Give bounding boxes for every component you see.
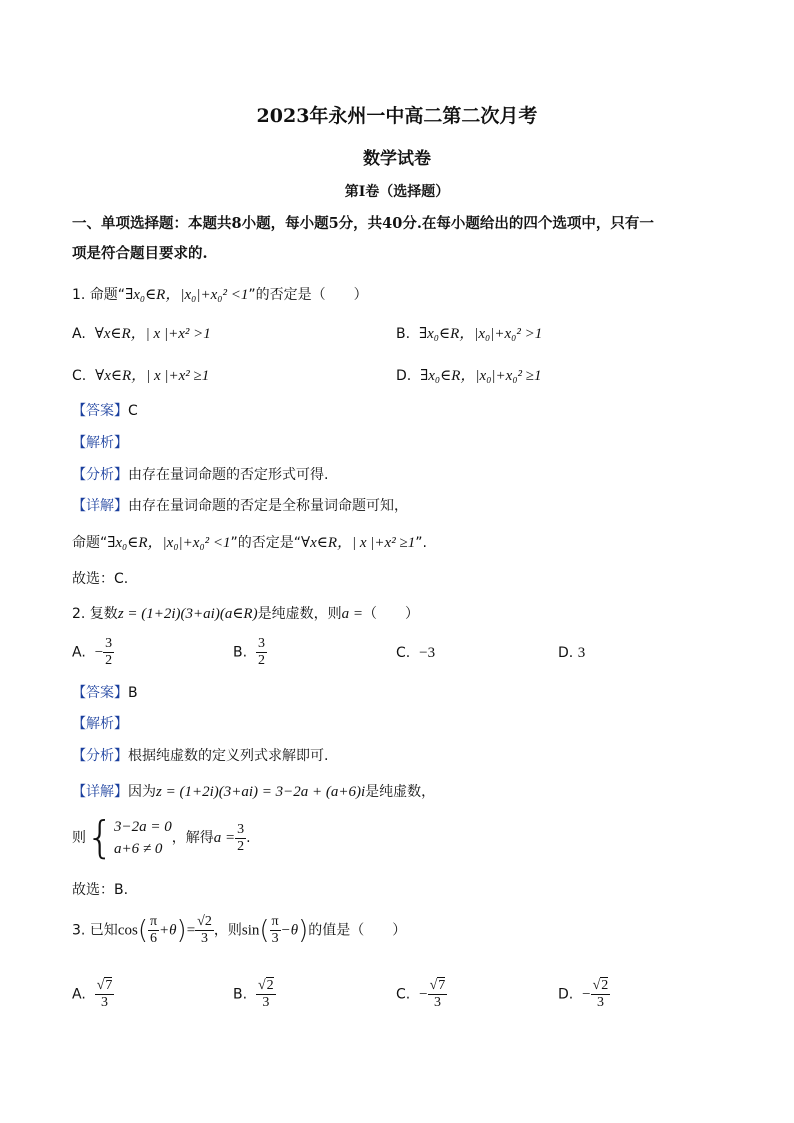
q1-stem-math: ∃x₀∈R，|x₀|+x₀² <1 — [125, 287, 249, 303]
fraction-denominator: 2 — [257, 653, 265, 668]
q1-fenxi — [72, 464, 328, 484]
answer-tag: 【答案】 — [72, 403, 128, 419]
option-fraction: $\frac{√2}{3}$ — [257, 978, 274, 1010]
q1-analysis-tag: 【解析】 — [72, 435, 128, 451]
q3-option-a — [72, 978, 114, 1011]
fenxi-text: 根据纯虚数的定义列式求解即可. — [128, 748, 329, 764]
answer-value: C — [128, 403, 138, 419]
fraction-denominator: 2 — [105, 653, 113, 668]
q2-stem-suffix: 是纯虚数，则 — [257, 606, 342, 622]
theta-plus: +θ — [159, 922, 177, 939]
q2-analysis-tag: 【解析】 — [72, 716, 128, 732]
fraction-denominator: 3 — [596, 995, 604, 1010]
q2-stem-var: a = — [341, 606, 363, 622]
then-text: ，则 — [213, 922, 242, 939]
theta-minus: −θ — [280, 922, 299, 939]
q3-stem-prefix: 3. 已知 — [72, 922, 118, 939]
detail2-math-b: ∀x∈R，| x |+x² ≥1 — [301, 535, 416, 551]
q1-stem — [72, 283, 368, 304]
fraction-numerator: √2 — [197, 914, 212, 929]
q1-choose: 故选：C. — [72, 571, 129, 587]
option-label: D. — [396, 368, 412, 384]
solve-var: a = — [213, 830, 236, 846]
q2-choose: 故选：B. — [72, 882, 129, 898]
solve-text: ，解得 — [171, 830, 214, 846]
option-label: C. — [72, 368, 87, 384]
fraction-denominator: 2 — [237, 838, 245, 854]
fraction-numerator: 3 — [237, 821, 245, 837]
option-sign: − — [582, 986, 591, 1003]
option-math: ∀x∈R，| x |+x² ≥1 — [95, 368, 210, 384]
section-heading-line1: 一、单项选择题：本题共8小题，每小题5分，共40分.在每小题给出的四个选项中，只有一 — [72, 215, 654, 232]
left-paren: ( — [137, 915, 148, 946]
detail2-mid: ”的否定是“ — [230, 535, 302, 551]
q2-option-a — [72, 636, 114, 669]
solve-end: . — [246, 830, 251, 846]
option-math: ∃x₀∈R，|x₀|+x₀² ≥1 — [420, 368, 542, 384]
pi-over-three — [270, 914, 281, 947]
option-sign: − — [94, 644, 104, 661]
fraction-denominator: 6 — [150, 931, 157, 946]
q2-stem-end: （ ） — [362, 606, 419, 622]
part-heading: 第I卷（选择题） — [344, 184, 450, 200]
right-paren: ) — [176, 915, 187, 946]
q1-answer — [72, 400, 138, 420]
fraction-denominator: 3 — [433, 995, 441, 1010]
q1-detail-line2 — [72, 531, 427, 552]
detail-tag: 【详解】 — [72, 498, 128, 514]
option-label: B. — [396, 326, 411, 342]
option-fraction — [103, 636, 114, 669]
q1-option-a — [72, 322, 211, 343]
q2-fenxi — [72, 745, 328, 765]
option-value: 3 — [577, 645, 586, 661]
right-paren: ) — [298, 915, 309, 946]
pi-over-six — [148, 914, 159, 947]
fraction-denominator: 3 — [201, 931, 209, 946]
sin-func: sin — [241, 922, 260, 939]
exam-title: 2023年永州一中高二第二次月考 — [256, 105, 538, 127]
section-heading-line2: 项是符合题目要求的. — [72, 245, 208, 262]
fraction-numerator: 7 — [105, 978, 113, 993]
q3-stem — [72, 914, 406, 947]
option-label: B. — [233, 644, 248, 661]
q3-option-c — [396, 978, 447, 1011]
option-label: D. — [558, 645, 574, 661]
equation-system — [114, 816, 172, 860]
q1-stem-suffix: ”的否定是（ ） — [248, 287, 368, 303]
option-label: A. — [72, 986, 86, 1003]
fraction-denominator: 3 — [101, 995, 109, 1010]
option-label: C. — [396, 986, 411, 1003]
option-label: A. — [72, 326, 86, 342]
fenxi-tag: 【分析】 — [72, 748, 128, 764]
left-brace: { — [86, 812, 114, 863]
fraction-denominator: 3 — [262, 995, 270, 1010]
option-fraction — [256, 636, 267, 669]
detail2-prefix: 命题“ — [72, 535, 108, 551]
equals: = — [186, 922, 196, 939]
fraction-numerator: 3 — [105, 636, 113, 651]
option-label: A. — [72, 644, 86, 661]
equation-1: 3−2a = 0 — [114, 819, 172, 835]
q1-stem-prefix: 1. 命题“ — [72, 287, 126, 303]
detail-math: z = (1+2i)(3+ai) = 3−2a + (a+6)i — [156, 784, 366, 800]
q3-stem-suffix: 的值是（ ） — [308, 922, 407, 939]
equation-2: a+6 ≠ 0 — [114, 841, 163, 857]
q2-system — [72, 812, 251, 863]
then-text: 则 — [72, 830, 86, 846]
option-label: D. — [558, 986, 574, 1003]
option-fraction: $\frac{√7}{3}$ — [429, 978, 446, 1010]
exam-subtitle: 数学试卷 — [363, 149, 431, 169]
cos-func: cos — [117, 922, 138, 939]
q2-detail — [72, 781, 435, 801]
q2-stem — [72, 603, 419, 623]
fraction-numerator: 3 — [257, 636, 265, 651]
detail2-math-a: ∃x₀∈R，|x₀|+x₀² <1 — [107, 535, 231, 551]
fraction-numerator: π — [271, 914, 279, 929]
detail-tag: 【详解】 — [72, 784, 128, 800]
option-label: C. — [396, 645, 411, 661]
option-sign: − — [419, 986, 428, 1003]
fraction-numerator: 2 — [266, 978, 274, 993]
detail-prefix: 因为 — [128, 784, 156, 800]
detail-suffix: 是纯虚数， — [365, 784, 436, 800]
q1-option-d — [396, 364, 542, 385]
fraction-numerator: π — [149, 914, 158, 929]
fenxi-tag: 【分析】 — [72, 467, 128, 483]
answer-value: B — [128, 685, 138, 701]
option-label: B. — [233, 986, 248, 1003]
rhs-fraction — [195, 914, 214, 947]
option-value: −3 — [419, 645, 436, 661]
q3-option-b — [233, 978, 276, 1011]
detail-text: 由存在量词命题的否定是全称量词命题可知， — [128, 498, 408, 514]
q2-stem-math: z = (1+2i)(3+ai)(a∈R) — [117, 606, 258, 622]
option-math: ∃x₀∈R，|x₀|+x₀² >1 — [418, 326, 543, 342]
solve-fraction — [235, 822, 246, 855]
option-math: ∀x∈R，| x |+x² >1 — [94, 326, 211, 342]
fraction-numerator: 7 — [438, 978, 446, 993]
q1-detail — [72, 495, 408, 515]
q2-answer — [72, 682, 138, 702]
detail2-suffix: ”. — [415, 535, 427, 551]
q2-option-b — [233, 636, 267, 669]
fraction-denominator: 3 — [271, 931, 279, 946]
option-fraction: $\frac{√7}{3}$ — [96, 978, 113, 1010]
q2-option-d — [558, 645, 585, 662]
q1-option-c — [72, 364, 209, 385]
q2-option-c — [396, 645, 435, 662]
fenxi-text: 由存在量词命题的否定形式可得. — [128, 467, 329, 483]
q2-stem-prefix: 2. 复数 — [72, 606, 118, 622]
left-paren: ( — [259, 915, 270, 946]
q3-option-d — [558, 978, 610, 1011]
q1-option-b — [396, 322, 542, 343]
answer-tag: 【答案】 — [72, 685, 128, 701]
option-fraction: $\frac{√2}{3}$ — [592, 978, 609, 1010]
fraction-numerator: 2 — [601, 978, 609, 993]
